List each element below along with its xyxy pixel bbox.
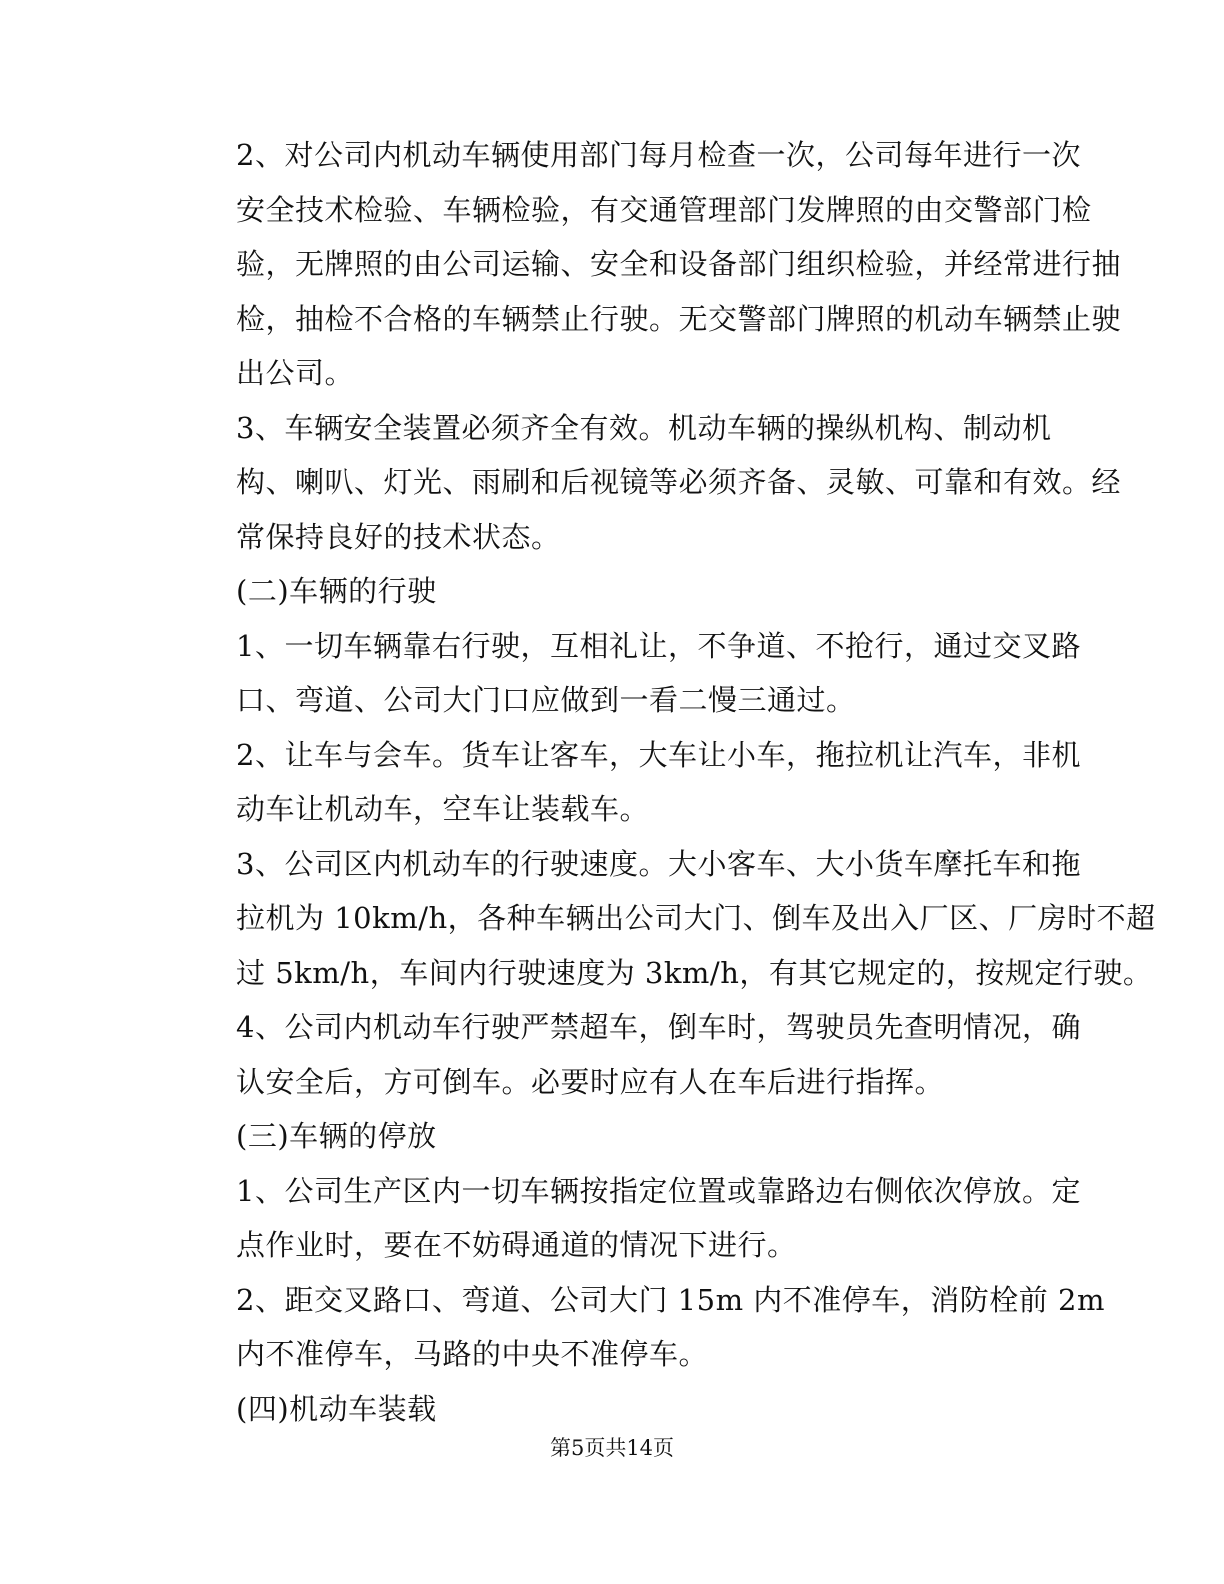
text-line: 内不准停车，马路的中央不准停车。 [236,1337,709,1371]
section-heading-loading [178,1382,1033,1437]
text-line: 3、车辆安全装置必须齐全有效。机动车辆的操纵机构、制动机 [236,410,1052,445]
text-line: 出公司。 [236,356,355,390]
text-line: 认安全后，方可倒车。必要时应有人在车后进行指挥。 [236,1064,945,1099]
text-line: 2、距交叉路口、弯道、公司大门 15m 内不准停车，消防栓前 2m [236,1282,1105,1317]
paragraph-yielding [178,728,1081,837]
heading-line: (二)车辆的行驶 [236,574,437,608]
section-heading-parking [178,1109,1033,1164]
paragraph-parking-position [178,1164,1081,1273]
text-line: 1、公司生产区内一切车辆按指定位置或靠路边右侧依次停放。定 [236,1173,1081,1208]
text-line: 点作业时，要在不妨碍通道的情况下进行。 [236,1228,797,1262]
text-line: 2、对公司内机动车辆使用部门每月检查一次，公司每年进行一次 [236,138,1081,172]
text-line: 4、公司内机动车行驶严禁超车，倒车时，驾驶员先查明情况，确 [236,1010,1081,1044]
text-line: 动车让机动车，空车让装载车。 [236,792,650,826]
page-number-footer: 第5页共14页 [549,1436,675,1460]
text-line: 口、弯道、公司大门口应做到一看二慢三通过。 [236,683,856,717]
paragraph-vehicle-inspection [178,128,1122,401]
paragraph-keep-right [178,619,1081,728]
text-line: 过 5km/h，车间内行驶速度为 3km/h，有其它规定的，按规定行驶。 [236,955,1153,990]
text-line: 1、一切车辆靠右行驶，互相礼让，不争道、不抢行，通过交叉路 [236,628,1081,663]
text-line: 常保持良好的技术状态。 [236,519,561,554]
paragraph-no-parking-zones [178,1273,1105,1382]
text-line: 构、喇叭、灯光、雨刷和后视镜等必须齐备、灵敏、可靠和有效。经 [236,465,1122,499]
paragraph-speed-limits [178,837,1156,1001]
document-body [178,128,1156,1436]
text-line: 2、让车与会车。货车让客车，大车让小车，拖拉机让汽车，非机 [236,737,1081,772]
section-heading-driving [178,564,1033,619]
text-line: 3、公司区内机动车的行驶速度。大小客车、大小货车摩托车和拖 [236,846,1081,881]
heading-line: (四)机动车装载 [236,1391,437,1426]
text-line: 拉机为 10km/h，各种车辆出公司大门、倒车及出入厂区、厂房时不超 [236,901,1156,935]
text-line: 安全技术检验、车辆检验，有交通管理部门发牌照的由交警部门检 [236,192,1092,227]
paragraph-safety-devices [178,401,1122,565]
heading-line: (三)车辆的停放 [236,1119,437,1153]
paragraph-no-overtaking [178,1000,1081,1109]
text-line: 检，抽检不合格的车辆禁止行驶。无交警部门牌照的机动车辆禁止驶 [236,301,1122,336]
text-line: 验，无牌照的由公司运输、安全和设备部门组织检验，并经常进行抽 [236,247,1122,281]
